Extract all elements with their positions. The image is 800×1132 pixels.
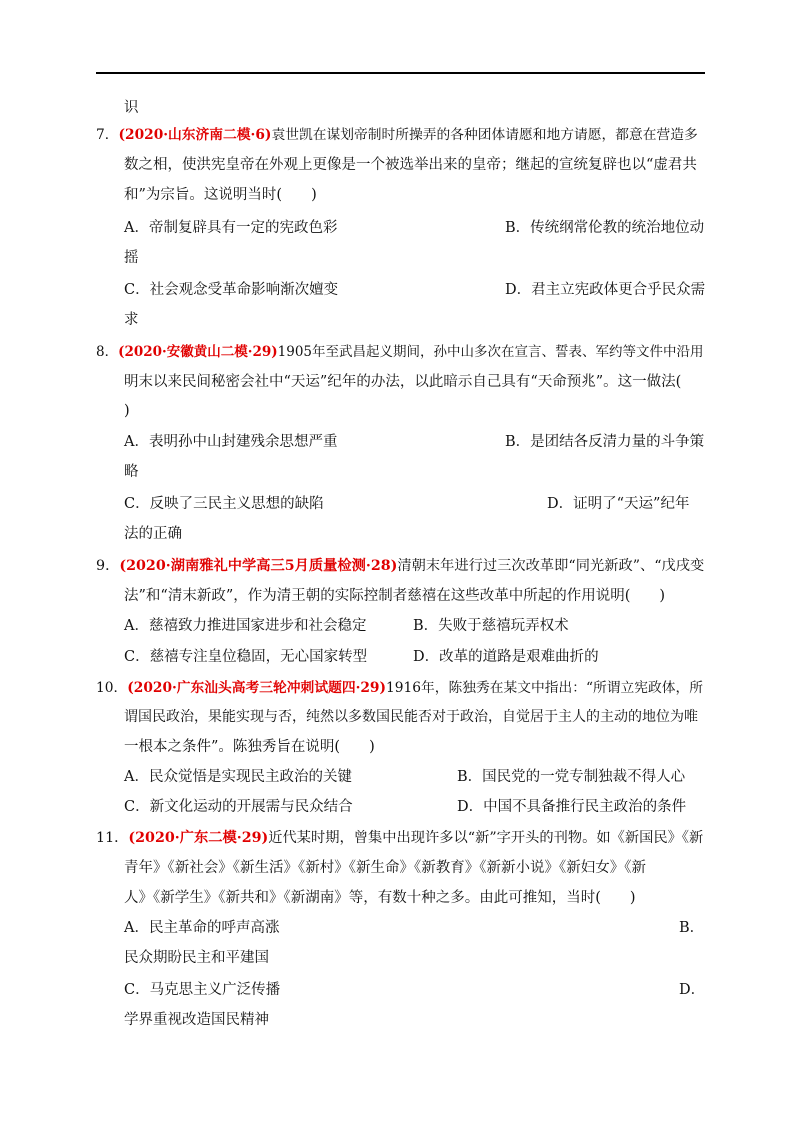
option-d: D．中国不具备推行民主政治的条件 <box>457 799 687 815</box>
option-a: A．民众觉悟是实现民主政治的关键 <box>124 769 352 785</box>
option-d: D．改革的道路是艰难曲折的 <box>413 649 599 665</box>
option-b-continued: 民众期盼民主和平建国 <box>124 950 269 966</box>
option-c: C．慈禧专注皇位稳固，无心国家转型 <box>124 649 368 665</box>
option-c: C．新文化运动的开展需与民众结合 <box>124 799 353 815</box>
question-number: 11． <box>96 830 129 846</box>
option-d: D．君主立宪政体更合乎民众需 <box>505 282 706 298</box>
option-b: B．国民党的一党专制独裁不得人心 <box>457 769 686 785</box>
question-stem-line: 和”为宗旨。这说明当时( ) <box>124 187 317 203</box>
question-stem-line: 1916年，陈独秀在某文中指出：“所谓立宪政体，所 <box>386 680 704 696</box>
option-d: D．证明了“天运”纪年 <box>547 496 690 512</box>
question-number: 8． <box>96 344 119 360</box>
option-b-continued: 摇 <box>124 250 139 266</box>
question-stem-line: 数之相，使洪宪皇帝在外观上更像是一个被选举出来的皇帝；继起的宣统复辟也以“虚君共 <box>124 157 697 173</box>
option-d-continued: 学界重视改造国民精神 <box>124 1012 269 1028</box>
option-a: A．慈禧致力推进国家进步和社会稳定 <box>124 618 367 634</box>
continued-text: 识 <box>124 100 139 116</box>
option-d-continued: 求 <box>124 312 139 328</box>
question-number: 9． <box>96 558 120 574</box>
question-stem-line: 青年》《新社会》《新生活》《新村》《新生命》《新教育》《新新小说》《新妇女》《新 <box>124 860 646 876</box>
question-stem-line: 明末以来民间秘密会社中“天运”纪年的办法，以此暗示自己具有“天命预兆”。这一做法( <box>124 374 682 390</box>
question-stem-line: 近代某时期，曾集中出现许多以“新”字开头的刊物。如《新国民》《新 <box>268 830 704 846</box>
question-stem-line: 清朝末年进行过三次改革即“同光新政”、“戊戌变 <box>397 558 705 574</box>
question-stem-line: 人》《新学生》《新共和》《新湖南》等，有数十种之多。由此可推知，当时( ) <box>124 890 636 906</box>
option-d: D． <box>679 982 706 998</box>
question-source: (2020·广东二模·29) <box>128 830 269 846</box>
question-stem-line: 一根本之条件”。陈独秀旨在说明( ) <box>124 739 375 755</box>
option-d-continued: 法的正确 <box>124 526 182 542</box>
option-c: C．反映了三民主义思想的缺陷 <box>124 496 324 512</box>
question-source: (2020·安徽黄山二模·29) <box>118 344 278 360</box>
question-stem-line: 谓国民政治，果能实现与否，纯然以多数国民能否对于政治，自觉居于主人的主动的地位为唯 <box>124 709 698 725</box>
header-rule <box>96 72 705 74</box>
option-a: A．民主革命的呼声高涨 <box>124 920 280 936</box>
option-c: C．马克思主义广泛传播 <box>124 982 281 998</box>
option-b: B．是团结各反清力量的斗争策 <box>505 434 705 450</box>
option-a: A．表明孙中山封建残余思想严重 <box>124 434 338 450</box>
option-b: B．传统纲常伦教的统治地位动 <box>505 220 705 236</box>
question-source: (2020·广东汕头高考三轮冲刺试题四·29) <box>127 680 386 696</box>
question-stem-line: 袁世凯在谋划帝制时所操弄的各种团体请愿和地方请愿，都意在营造多 <box>271 127 698 143</box>
option-b: B． <box>679 920 705 936</box>
option-a: A．帝制复辟具有一定的宪政色彩 <box>124 220 338 236</box>
option-b-continued: 略 <box>124 464 139 480</box>
question-number: 7． <box>96 127 119 143</box>
question-stem-line: ) <box>124 403 130 419</box>
question-source: (2020·山东济南二模·6) <box>118 127 272 143</box>
option-b: B．失败于慈禧玩弄权术 <box>413 618 569 634</box>
question-number: 10． <box>96 680 128 696</box>
option-c: C．社会观念受革命影响渐次嬗变 <box>124 282 339 298</box>
question-stem-line: 法”和“清末新政”，作为清王朝的实际控制者慈禧在这些改革中所起的作用说明( ) <box>124 588 666 604</box>
question-source: (2020·湖南雅礼中学高三5月质量检测·28) <box>119 558 398 574</box>
question-stem-line: 1905年至武昌起义期间，孙中山多次在宣言、誓表、军约等文件中沿用 <box>277 344 704 360</box>
